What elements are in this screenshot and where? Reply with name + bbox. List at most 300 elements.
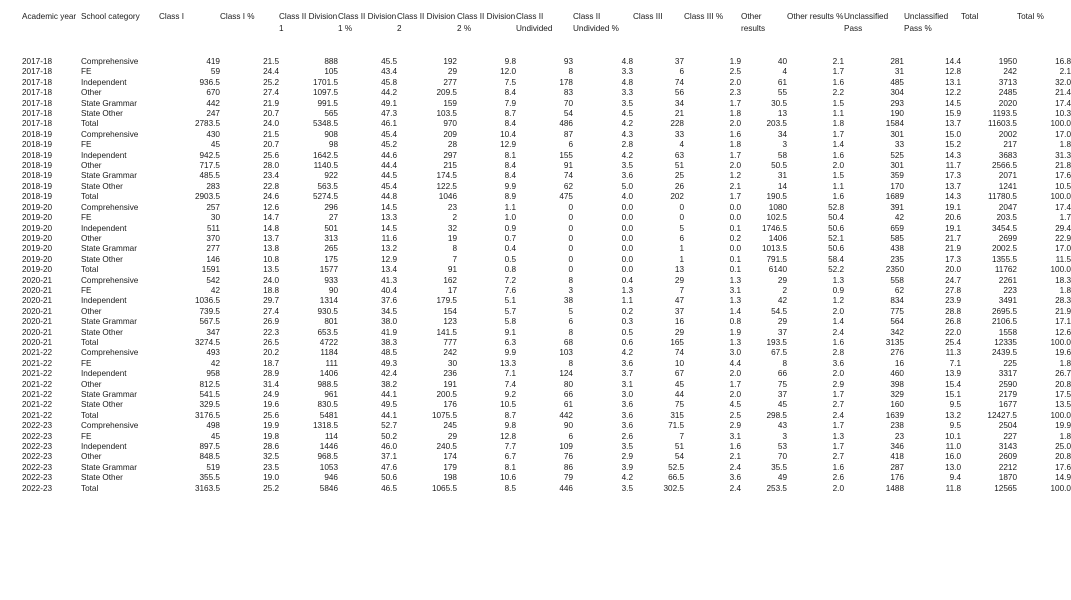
table-cell: 1318.5 [312,421,338,431]
table-cell: 67.5 [771,348,787,358]
table-cell: 418 [890,452,904,462]
table-cell: 5481 [319,410,338,420]
table-cell: 2022-23 [22,442,53,452]
table-cell: 17.5 [1055,390,1071,399]
table-cell: 46.1 [381,119,397,129]
table-row [0,338,1071,348]
table-cell: 19.8 [263,431,279,441]
column-header: Total % [1017,12,1044,21]
column-header: Class III [633,12,663,21]
table-cell: 9.8 [504,421,516,431]
table-cell: 7.9 [504,98,516,108]
table-cell: 43 [777,421,787,431]
table-cell: 83 [563,88,573,98]
table-cell: 419 [206,57,220,66]
table-cell: 2504 [998,421,1017,431]
table-cell: 32 [447,223,457,233]
table-cell: 2.0 [832,161,844,171]
table-cell: 5846 [319,483,338,493]
table-cell: 3.5 [621,161,633,171]
table-cell: 1.3 [621,285,633,295]
table-cell: 10.4 [500,129,516,139]
table-cell: 32.5 [263,452,279,462]
table-cell: 44.4 [381,161,397,171]
table-cell: 1241 [998,181,1017,191]
table-cell: 46.5 [381,483,397,493]
table-cell: 17.6 [1055,171,1071,181]
table-cell: 13.7 [945,181,961,191]
table-cell: 257 [206,202,220,212]
table-cell: 45.5 [381,57,397,66]
table-row [0,57,1071,67]
table-cell: 2020-21 [22,285,53,295]
table-cell: 3.1 [621,379,633,389]
table-cell: 1.5 [832,171,844,181]
table-cell: 1950 [998,57,1017,66]
table-cell: 438 [890,244,904,254]
table-cell: 44.8 [381,192,397,202]
table-row [0,213,1071,223]
table-cell: 2 [782,285,787,295]
table-cell: 2021-22 [22,390,53,399]
table-cell: 20.6 [945,213,961,223]
table-row [0,348,1071,358]
table-cell: 2.0 [729,77,741,87]
table-cell: 70 [563,98,573,108]
table-cell: 1591 [201,265,220,275]
table-row [0,276,1071,286]
table-cell: 565 [324,109,338,119]
table-cell: 42 [210,285,220,295]
table-row [0,88,1071,98]
table-cell: 493 [206,348,220,358]
table-cell: 37 [674,306,684,316]
table-cell: 46.0 [381,442,397,452]
table-row [0,359,1071,369]
table-cell: FE [81,140,92,150]
table-cell: 24.0 [263,275,279,285]
table-cell: 15.2 [945,140,961,150]
table-cell: 17.3 [945,171,961,181]
table-cell: 329.5 [199,400,220,410]
table-cell: 3.6 [621,421,633,431]
table-cell: 67 [674,369,684,379]
table-cell: 2019-20 [22,233,53,243]
table-cell: 50.5 [771,161,787,171]
table-cell: 51 [674,161,684,171]
table-row [0,400,1071,410]
table-cell: 4.2 [621,150,633,160]
table-cell: 0.0 [621,244,633,254]
table-cell: 1.9 [729,327,741,337]
table-cell: 7 [679,431,684,441]
table-cell: 75 [674,400,684,410]
column-header: Class I % [220,12,255,21]
table-cell: 37.6 [381,296,397,306]
table-cell: 283 [206,181,220,191]
table-cell: 9.5 [949,400,961,410]
table-cell: 18.7 [263,358,279,368]
table-cell: 460 [890,369,904,379]
table-cell: 7.5 [504,77,516,87]
table-row [0,182,1071,192]
table-cell: Comprehensive [81,348,139,358]
table-cell: 202 [670,192,684,202]
table-cell: 2017-18 [22,77,53,87]
table-row [0,390,1071,400]
table-cell: 2.4 [832,410,844,420]
table-cell: 8 [568,67,573,77]
table-cell: 988.5 [317,379,338,389]
table-cell: 830.5 [317,400,338,410]
table-cell: 25.2 [263,77,279,87]
table-cell: 563.5 [317,181,338,191]
table-cell: 1065.5 [431,483,457,493]
table-cell: 22.8 [263,181,279,191]
table-cell: 8.7 [504,109,516,119]
table-cell: 908 [324,129,338,139]
table-cell: 71.5 [668,421,684,431]
table-cell: 32.0 [1055,77,1071,87]
table-cell: 66 [777,369,787,379]
table-cell: 2106.5 [991,317,1017,327]
table-cell: 26.8 [945,317,961,327]
table-cell: 0 [568,244,573,254]
table-cell: 342 [890,327,904,337]
table-cell: 2019-20 [22,265,53,275]
table-cell: 146 [206,254,220,264]
table-cell: 6 [568,140,573,150]
table-cell: 227 [1003,431,1017,441]
table-cell: 47 [674,296,684,306]
column-header: Class II Undivided [516,12,553,33]
table-cell: 17.4 [1055,98,1071,108]
table-cell: 13.0 [945,462,961,472]
table-cell: 5 [679,223,684,233]
table-cell: 304 [890,88,904,98]
table-cell: 14 [777,181,787,191]
table-row [0,161,1071,171]
table-cell: 1.3 [729,275,741,285]
table-cell: 21.9 [1055,306,1071,316]
table-cell: 888 [324,57,338,66]
table-cell: 970 [443,119,457,129]
table-cell: 991.5 [317,98,338,108]
table-cell: 29.4 [1055,223,1071,233]
table-cell: 100.0 [1050,337,1071,347]
table-cell: 25.2 [263,483,279,493]
table-cell: 0.0 [729,213,741,223]
table-cell: 398 [890,379,904,389]
table-cell: 541.5 [199,390,220,399]
table-cell: 2.6 [832,473,844,483]
table-cell: 9.5 [949,421,961,431]
table-cell: 11.6 [381,233,397,243]
table-cell: 25.0 [1055,442,1071,452]
table-cell: 100.0 [1050,410,1071,420]
table-cell: 3.9 [621,462,633,472]
table-cell: 11780.5 [988,192,1017,202]
table-cell: 43.4 [381,67,397,77]
table-cell: 2002.5 [991,244,1017,254]
table-cell: 11.5 [1055,254,1071,264]
table-cell: 2695.5 [991,306,1017,316]
table-cell: Other [81,306,102,316]
table-cell: 18.8 [263,285,279,295]
table-cell: 301 [890,161,904,171]
table-cell: 2.7 [832,400,844,410]
table-cell: 141.5 [436,327,457,337]
table-cell: 0.1 [729,254,741,264]
table-cell: 1.1 [621,296,633,306]
table-cell: 1488 [885,483,904,493]
table-cell: 21 [674,109,684,119]
table-cell: 1.2 [832,296,844,306]
table-cell: 2020-21 [22,337,53,347]
table-cell: 8.7 [504,410,516,420]
table-cell: 47.6 [381,462,397,472]
table-cell: 1 [679,244,684,254]
table-cell: 485 [890,77,904,87]
table-cell: 155 [559,150,573,160]
table-cell: Total [81,192,99,202]
table-cell: 8.4 [504,171,516,181]
table-cell: 1870 [998,473,1017,483]
table-cell: Other [81,88,102,98]
table-cell: 2022-23 [22,483,53,493]
table-cell: 958 [206,369,220,379]
table-cell: 2.5 [729,67,741,77]
table-cell: 2.4 [729,462,741,472]
table-cell: 3 [782,140,787,150]
table-cell: 1.7 [729,150,741,160]
table-cell: 10 [674,358,684,368]
table-cell: 40.4 [381,285,397,295]
table-cell: State Grammar [81,244,137,254]
table-cell: 3.6 [729,473,741,483]
table-cell: 585 [890,233,904,243]
table-cell: 37.1 [381,452,397,462]
table-cell: 659 [890,223,904,233]
table-row [0,109,1071,119]
table-cell: 3163.5 [194,483,220,493]
table-cell: 0.1 [729,265,741,275]
table-cell: Total [81,337,99,347]
table-cell: 13 [777,109,787,119]
table-cell: 209 [443,129,457,139]
table-cell: 123 [443,317,457,327]
table-cell: 0.8 [729,317,741,327]
table-cell: 1.9 [729,57,741,66]
column-header: Total [961,12,979,21]
table-cell: 45.4 [381,129,397,139]
table-cell: 76 [563,452,573,462]
table-cell: Comprehensive [81,57,139,66]
table-cell: 1184 [320,348,338,358]
table-cell: 50.6 [828,244,844,254]
table-cell: 200.5 [436,390,457,399]
table-cell: 3317 [998,369,1017,379]
table-cell: 20.2 [263,348,279,358]
table-cell: 50.6 [381,473,397,483]
table-cell: 19.0 [263,473,279,483]
table-cell: Independent [81,296,127,306]
table-cell: State Grammar [81,98,137,108]
table-cell: 2019-20 [22,254,53,264]
table-cell: 2020-21 [22,327,53,337]
table-cell: 91 [447,265,457,275]
table-cell: 0.9 [504,223,516,233]
table-cell: 13.5 [1055,400,1071,410]
table-cell: 2019-20 [22,213,53,223]
table-cell: 165 [670,337,684,347]
table-cell: 74 [674,348,684,358]
table-cell: 296 [324,202,338,212]
table-row [0,473,1071,483]
table-cell: 739.5 [199,306,220,316]
table-cell: 54.5 [771,306,787,316]
table-cell: 17.6 [1055,462,1071,472]
table-cell: 2022-23 [22,462,53,472]
table-cell: 1.6 [832,77,844,87]
table-cell: 86 [563,462,573,472]
table-cell: 13.1 [945,77,961,87]
table-cell: 1046 [438,192,457,202]
table-cell: 13.2 [945,410,961,420]
table-cell: Comprehensive [81,129,139,139]
table-cell: 2022-23 [22,431,53,441]
table-cell: 27.4 [263,88,279,98]
table-cell: 485.5 [199,171,220,181]
table-cell: 2017-18 [22,98,53,108]
table-cell: 1.7 [832,421,844,431]
table-cell: 9.9 [504,348,516,358]
table-cell: 58 [777,150,787,160]
table-cell: 12.2 [945,88,961,98]
table-cell: 10.1 [945,431,961,441]
table-cell: 13 [674,265,684,275]
table-cell: 11762 [994,265,1017,275]
table-cell: 14.3 [945,150,961,160]
table-cell: 2.1 [832,57,844,66]
table-cell: 1.4 [832,317,844,327]
table-cell: 370 [206,233,220,243]
table-cell: 18.3 [1055,275,1071,285]
table-cell: 10.5 [1055,181,1071,191]
table-cell: 17.4 [1055,202,1071,212]
table-cell: 1689 [885,192,904,202]
table-cell: 670 [206,88,220,98]
table-cell: 31.3 [1055,150,1071,160]
table-cell: 3.6 [621,358,633,368]
table-cell: 775 [890,306,904,316]
table-cell: 179.5 [436,296,457,306]
table-cell: 1746.5 [761,223,787,233]
table-cell: 45.4 [381,181,397,191]
table-cell: 0 [568,213,573,223]
table-cell: 27 [328,213,338,223]
table-cell: 3135 [885,337,904,347]
table-cell: 2020-21 [22,306,53,316]
table-cell: 20.8 [1055,379,1071,389]
table-cell: 228 [670,119,684,129]
table-cell: 2018-19 [22,171,53,181]
table-cell: 19.6 [263,400,279,410]
table-cell: Other [81,233,102,243]
table-cell: Independent [81,223,127,233]
table-cell: 27.4 [263,306,279,316]
table-cell: 79 [563,473,573,483]
table-cell: 21.5 [263,129,279,139]
table-cell: 3143 [998,442,1017,452]
table-cell: 50.4 [828,213,844,223]
table-cell: 653.5 [317,327,338,337]
table-cell: 0.2 [729,233,741,243]
table-cell: 19.1 [945,223,961,233]
column-header: Other results [741,12,766,33]
table-cell: 777 [443,337,457,347]
table-cell: 37 [777,390,787,399]
table-cell: 14.5 [381,223,397,233]
table-cell: 111 [325,358,338,368]
column-header: Class II Division 1 [279,12,338,33]
table-cell: 930.5 [317,306,338,316]
table-cell: 2020-21 [22,275,53,285]
table-cell: 28.3 [1055,296,1071,306]
table-cell: 22.3 [263,327,279,337]
table-cell: 52.1 [828,233,844,243]
table-cell: 122.5 [436,181,457,191]
table-cell: 103.5 [436,109,457,119]
table-cell: 2022-23 [22,473,53,483]
table-cell: 175 [324,254,338,264]
table-cell: 15.4 [945,379,961,389]
table-cell: 297 [443,150,457,160]
table-cell: 44.5 [381,171,397,181]
table-cell: 12427.5 [987,410,1017,420]
table-cell: 242 [443,348,457,358]
table-cell: 942.5 [199,150,220,160]
table-cell: State Other [81,254,123,264]
table-row [0,328,1071,338]
table-cell: Independent [81,369,127,379]
table-cell: 21.8 [1055,161,1071,171]
table-cell: 29.7 [263,296,279,306]
table-cell: 12.9 [381,254,397,264]
table-cell: 42 [777,296,787,306]
table-cell: 105 [324,67,338,77]
table-cell: 4.8 [621,77,633,87]
table-row [0,171,1071,181]
table-cell: 29 [674,327,684,337]
table-cell: 21.9 [263,98,279,108]
table-row [0,463,1071,473]
table-cell: 1.7 [832,442,844,452]
table-cell: 2903.5 [194,192,220,202]
column-header: School category [81,12,140,21]
table-cell: 302.5 [663,483,684,493]
table-cell: 23 [894,431,904,441]
table-cell: 301 [890,129,904,139]
table-cell: 2.0 [729,390,741,399]
column-header: Class II Division 1 % [338,12,397,33]
table-cell: 34 [777,129,787,139]
table-cell: 3.5 [621,98,633,108]
table-cell: 0.2 [621,306,633,316]
table-cell: 3.1 [729,285,741,295]
table-cell: 0.3 [621,317,633,327]
table-cell: 0.1 [729,223,741,233]
